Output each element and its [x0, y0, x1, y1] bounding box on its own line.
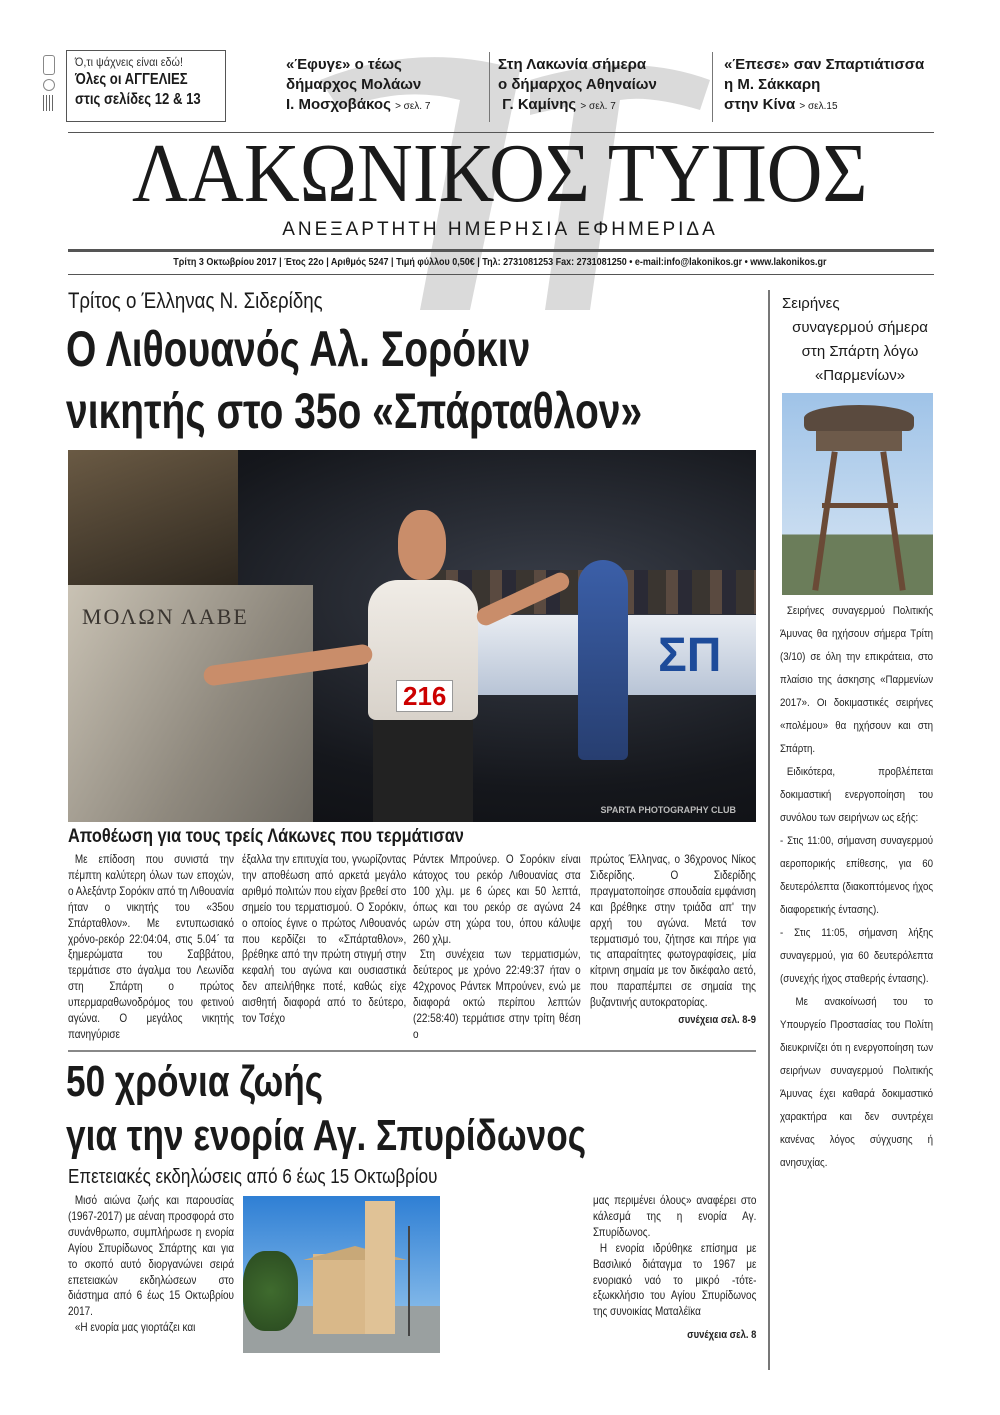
rule [68, 249, 934, 252]
lead-photo-runner[interactable] [68, 450, 756, 822]
headline-line: 50 χρόνια ζωής [66, 1057, 324, 1106]
second-subtitle: Επετειακές εκδηλώσεις από 6 έως 15 Οκτωβρίου [68, 1166, 438, 1188]
runner-shorts [373, 720, 473, 822]
statue-base [68, 450, 238, 600]
lead-kicker: Τρίτος ο Έλληνας Ν. Σιδερίδης [68, 288, 323, 313]
logo-icon [43, 55, 55, 75]
title-line: συναγερμού σήμερα [792, 319, 928, 336]
title-line: «Παρμενίων» [814, 367, 906, 384]
lead-column-1: Με επίδοση που συνιστά την πέμπτη καλύτερη όλων των εποχών, ο Αλεξάντρ Σορόκιν από τη Λιθουανία ήταν ο νικητής του «35ου Σπάρταθλον». Με εντυπωσιακό χρόνο-ρεκόρ 22:04:04, στις 5.04΄ τα ξημερώματα του Σαββάτου, τερμάτισε στο άγαλμα του Λεωνίδα στη Σπάρτη ο πρώτος υπερμαραθωνοδρόμος του φετινού αγώνα. Ο μεγάλος νικητής πανηγύρισε [68, 853, 234, 1041]
teaser-line: Ι. Μοσχοβάκος [286, 96, 391, 113]
second-headline[interactable] [66, 1055, 716, 1163]
teaser-line: στην Κίνα [724, 96, 796, 113]
second-column-left: Μισό αιώνα ζωής και παρουσίας (1967-2017) με αέναη προσφορά στο συνάνθρωπο, συμπλήρωσε η ενορία Αγίου Σπυρίδωνος Σπάρτης και για το σκοπό αυτό διοργανώνει σειρά επετειακών εκδηλώσεων στο διάστημα από 6 έως 15 Οκτωβρίου 2017. «Η ενορία μας γιορτάζει και [68, 1194, 234, 1335]
title-line: Σειρήνες [782, 295, 840, 312]
utility-pole [408, 1226, 410, 1336]
siren-body [816, 431, 902, 451]
tower-leg [812, 451, 837, 590]
continued-link[interactable]: συνέχεια σελ. 8-9 [678, 1014, 756, 1027]
headline-line: Ο Λιθουανός Αλ. Σορόκιν [66, 321, 531, 377]
headline-line: νικητής στο 35ο «Σπάρταθλον» [66, 383, 643, 439]
page-ref: > σελ. 7 [580, 101, 616, 112]
rule [68, 1050, 756, 1052]
teaser-kaminis[interactable] [498, 55, 657, 117]
teaser-line: δήμαρχος Μολάων [286, 76, 422, 93]
teaser-line: η Μ. Σάκκαρη [724, 76, 821, 93]
masthead-title: ΛΑΚΩΝΙΚΟΣ ΤΥΠΟΣ [132, 127, 868, 220]
title-line: στη Σπάρτη λόγω [801, 343, 919, 360]
photo-credit: SPARTA PHOTOGRAPHY CLUB [600, 805, 736, 815]
siren-top [804, 405, 914, 431]
teaser-line: «Έπεσε» σαν Σπαρτιάτισσα [724, 56, 925, 73]
teaser-line: Γ. Καμίνης [502, 96, 577, 113]
runner-head [398, 510, 446, 580]
sidebar-divider [768, 290, 770, 1370]
divider [489, 52, 490, 122]
church-photo[interactable] [243, 1196, 440, 1353]
sidebar-article: Σειρήνες συναγερμού Πολιτικής Άμυνας θα ηχήσουν σήμερα Τρίτη (3/10) σε όλη την επικράτεια, στο πλαίσιο της άσκησης «Παρμενίων 2017». Οι δοκιμαστικές σειρήνες «πολέμου» θα ηχήσουν και στη Σπάρτη. Ειδικότερα, προβλέπεται δοκιμαστική ενεργοποίηση του συνόλου των σειρήνων ως εξής: - Στις 11:00, σήμανση συναγερμού αεροπορικής επίθεσης, για 60 δευτερόλεπτα (διακοπτόμενος ήχος διαφορετικής έντασης). - Στις 11:05, σήμανση λήξης συναγερμού, για 60 δευτερόλεπτα (συνεχής ήχος σταθερής έντασης). Με ανακοίνωσή του το Υπουργείο Προστασίας του Πολίτη διευκρινίζει ότι η ενεργοποίηση των σειρήνων συναγερμού Πολιτικής Άμυνας έχει καθαρά δοκιμαστικό χαρακτήρα και δεν συντρέχει κανένας λόγος σύγχυσης ή ανησυχίας. [780, 605, 934, 1169]
headline-line: για την ενορία Αγ. Σπυρίδωνος [66, 1111, 587, 1160]
monument-inscription: ΜΟΛΩΝ ΛΑΒΕ [82, 604, 249, 629]
runner-bib: 216 [396, 680, 453, 712]
page-ref: > σελ. 7 [395, 101, 431, 112]
barcode-icon [43, 95, 55, 111]
tower-leg [880, 451, 905, 590]
bell-tower [365, 1201, 395, 1334]
teaser-line: ο δήμαρχος Αθηναίων [498, 76, 657, 93]
teaser-line: «Έφυγε» ο τέως [286, 56, 402, 73]
teaser-mosxovakos[interactable] [286, 55, 430, 117]
lead-column-2: έξαλλα την επιτυχία του, γνωρίζοντας την αποθέωση από αρκετά μεγάλο αριθμό πολιτών που είχαν βρεθεί στο σημείο του τερματισμού. Ο Σορόκιν, ο οποίος έγινε ο πρώτος Λιθουανός που κερδίζει το «Σπάρταθλον», βρέθηκε από την πρώτη στιγμή στην κεφαλή του αγώνα και ουσιαστικά δεν απειλήθηκε ποτέ, καθώς είχε αισθητή διαφορά από το δεύτερο, τον Τσέχο [242, 853, 407, 1026]
teaser-sakkari[interactable] [724, 55, 924, 117]
tower-brace [822, 503, 898, 508]
masthead-subtitle: ΑΝΕΞΑΡΤΗΤΗ ΗΜΕΡΗΣΙΑ ΕΦΗΜΕΡΙΔΑ [282, 219, 718, 240]
page-ref: > σελ.15 [799, 101, 838, 112]
ad-line-2: στις σελίδες 12 & 13 [75, 91, 201, 108]
rule [68, 274, 934, 275]
continued-link[interactable]: συνέχεια σελ. 8 [687, 1329, 757, 1342]
lead-subhead: Αποθέωση για τους τρείς Λάκωνες που τερμάτισαν [68, 826, 464, 847]
second-column-right: μας περιμένει όλους» αναφέρει στο κάλεσμά της η ενορία Αγ. Σπυρίδωνος. Η ενορία ιδρύθηκε επίσημα με Βασιλικό διάταγμα το 1967 με ενοριακό ναό το μικρό -τότε- εξωκκλήσιο του Αγίου Σπυρίδωνος της συνοικίας Ματαλέϊκα συνέχεια σελ. 8 [593, 1193, 756, 1344]
issue-info: Τρίτη 3 Οκτωβρίου 2017 | Έτος 22ο | Αριθμός 5247 | Τιμή φύλλου 0,50€ | Τηλ: 2731081253 Fax: 2731081250 • e-mail:info@lakonikos.gr • www.lakonikos.gr [173, 257, 827, 268]
classifieds-ad-box[interactable] [66, 50, 226, 122]
ad-tagline: Ό,τι ψάχνεις είναι εδώ! [75, 55, 183, 69]
lead-headline[interactable] [66, 318, 805, 442]
lead-column-3: Ράντεκ Μπρούνερ. Ο Σορόκιν είναι κάτοχος του ρεκόρ Λιθουανίας στα 100 χλμ. με 6 ώρες και 50 λεπτά, όπως και του ρεκόρ σε αγώνα 24 ωρών στη χώρα του, όπου κάλυψε 260 χλμ. Στη συνέχεια των τερματισμών, δεύτερος με χρόνο 22:49:37 ήταν ο 42χρονος Ράντεκ Μπρούνεν, ενώ με διαφορά οκτώ περίπου λεπτών (22:58:40) τερμάτισε στην τρίτη θέση ο [413, 853, 581, 1041]
teaser-line: Στη Λακωνία σήμερα [498, 56, 647, 73]
seal-icon [43, 79, 55, 91]
lead-column-4: πρώτος Έλληνας, ο 36χρονος Νίκος Σιδερίδης. Ο Σιδερίδης πραγματοποίησε σπουδαία εμφάνιση και βρέθηκε στην τριάδα απ' την αρχή του αγώνα. Μετά τον τερματισμό του, ζήτησε και πήρε για τις απαραίτητες φωτογραφίσεις, μία κίτρινη σημαία με τον δικέφαλο αετό, που παραπέμπει σε σημαία της βυζαντινής αυτοκρατορίας. συνέχεια σελ. 8-9 [590, 852, 756, 1029]
divider [712, 52, 713, 122]
ad-line-1: Όλες οι ΑΓΓΕΛΙΕΣ [75, 71, 188, 88]
tree [243, 1251, 298, 1331]
banner-text: ΣΠ [658, 629, 722, 682]
side-logos [43, 55, 57, 127]
spectator [578, 560, 628, 760]
